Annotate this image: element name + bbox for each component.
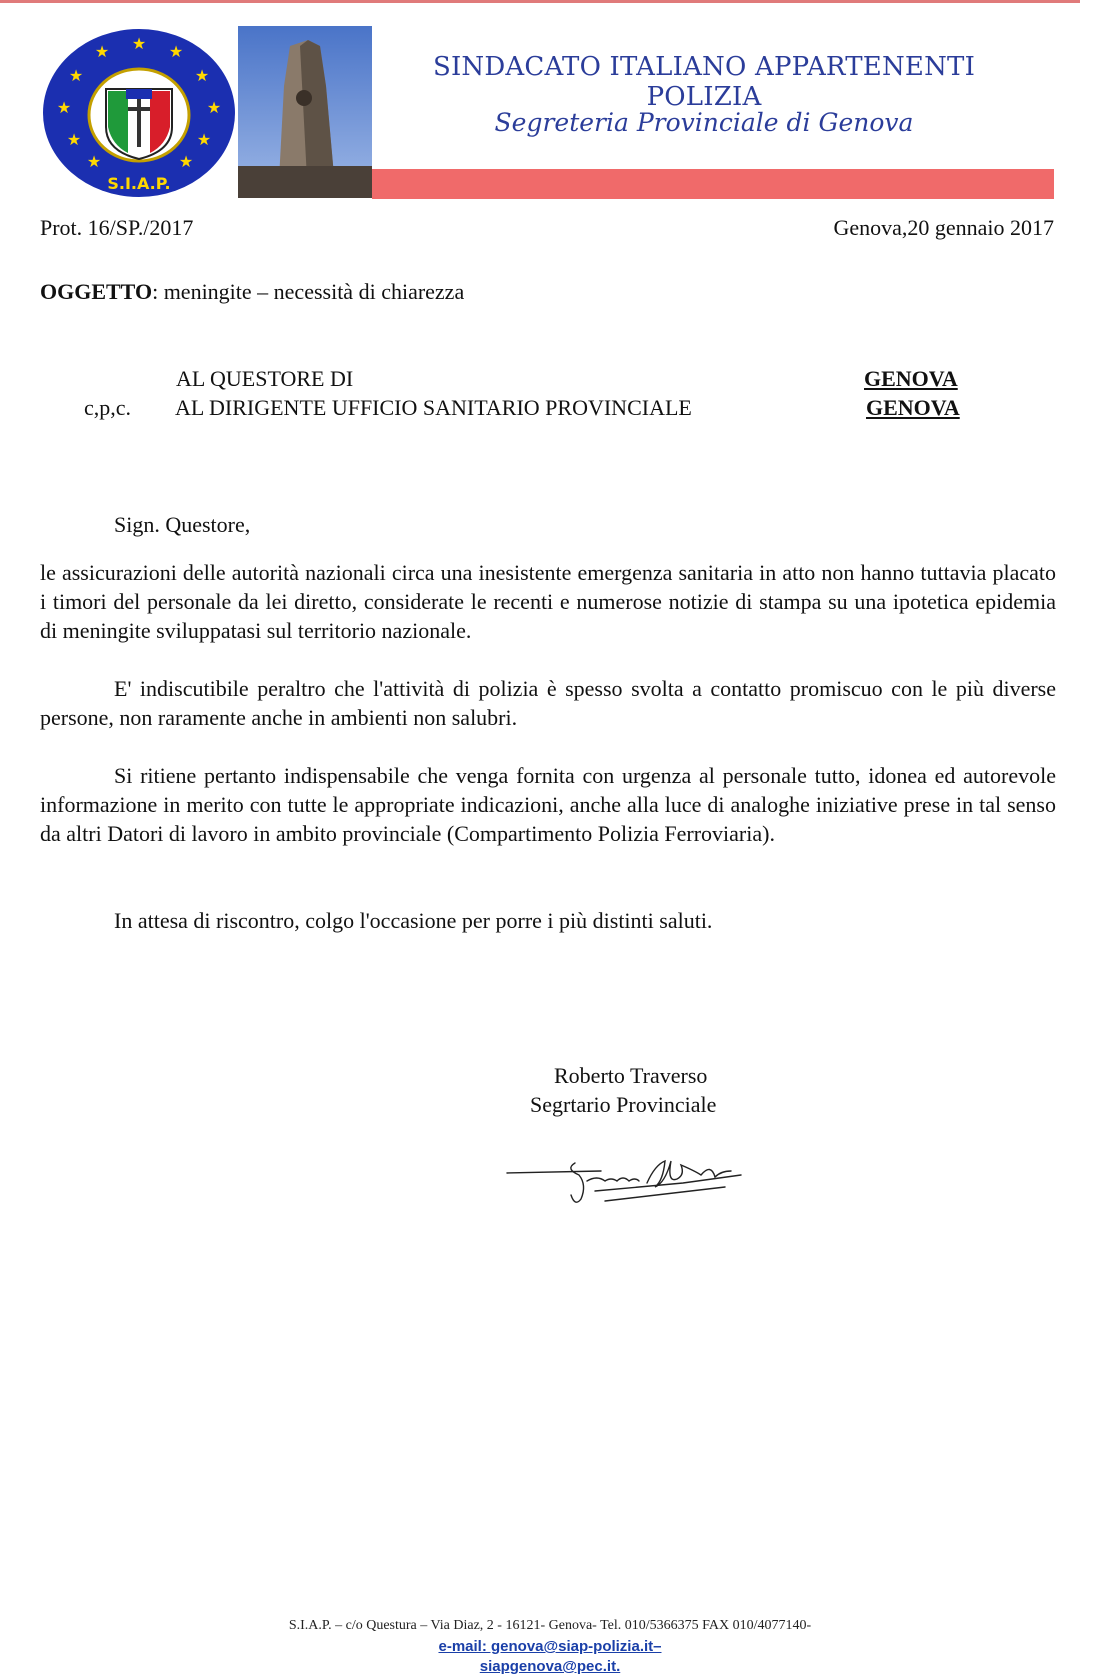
body-paragraph-1: le assicurazioni delle autorità nazionali circa una inesistente emergenza sanitaria in atto non hanno tuttavia placato i timori del personale da lei diretto, considerate le recenti e numerose notizie di stampa su una ipotetica epidemia di meningite sviluppatasi sul territorio nazionale.	[40, 560, 1056, 643]
cc-label: c,p,c.	[84, 395, 132, 420]
subject-text: : meningite – necessità di chiarezza	[152, 279, 465, 304]
signatory-role: Segrtario Provinciale	[530, 1092, 717, 1117]
top-border-line	[0, 0, 1080, 3]
svg-text:★: ★	[66, 130, 82, 149]
svg-text:★: ★	[196, 130, 212, 149]
salutation: Sign. Questore,	[114, 512, 251, 537]
organization-title: SINDACATO ITALIANO APPARTENENTI POLIZIA	[432, 52, 976, 112]
body-paragraph-4: In attesa di riscontro, colgo l'occasione per porre i più distinti saluti.	[114, 908, 713, 933]
body-paragraph-3: Si ritiene pertanto indispensabile che venga fornita con urgenza al personale tutto, idonea ed autorevole informazione in merito con tutte le appropriate indicazioni, anche alla luce di analoghe iniziative prese in tal senso da altri Datori di lavoro in ambito provinciale (Compartimento Polizia Ferroviaria).	[40, 763, 1056, 846]
recipient-main-city: GENOVA	[864, 366, 958, 391]
subject-label: OGGETTO	[40, 279, 153, 304]
footer-pec-link[interactable]: siapgenova@pec.it.	[479, 1658, 621, 1675]
svg-text:★: ★	[68, 66, 84, 85]
tower-photo	[238, 26, 372, 198]
footer-email-link[interactable]: e-mail: genova@siap-polizia.it–	[438, 1638, 662, 1655]
recipient-main: AL QUESTORE DI	[176, 366, 354, 391]
recipient-cc: AL DIRIGENTE UFFICIO SANITARIO PROVINCIALE	[175, 395, 692, 420]
logo-text: S.I.A.P.	[107, 174, 171, 193]
svg-text:★: ★	[94, 42, 110, 61]
footer-address: S.I.A.P. – c/o Questura – Via Diaz, 2 - 16121- Genova- Tel. 010/5366375 FAX 010/4077140-	[288, 1618, 812, 1633]
protocol-number: Prot. 16/SP./2017	[40, 215, 194, 240]
handwritten-signature	[505, 1135, 765, 1215]
svg-text:★: ★	[194, 66, 210, 85]
svg-text:★: ★	[168, 42, 184, 61]
recipient-cc-city: GENOVA	[866, 395, 960, 420]
subject-line	[40, 277, 464, 306]
svg-text:★: ★	[86, 152, 102, 171]
svg-text:★: ★	[56, 98, 72, 117]
svg-text:★: ★	[131, 34, 147, 53]
letter-date: Genova,20 gennaio 2017	[833, 215, 1054, 240]
svg-text:★: ★	[206, 98, 222, 117]
body-paragraph-2: E' indiscutibile peraltro che l'attività di polizia è spesso svolta a contatto promiscuo con le più diverse persone, non raramente anche in ambienti non salubri.	[40, 676, 1056, 730]
signatory-name: Roberto Traverso	[554, 1063, 708, 1088]
header-accent-bar	[372, 169, 1054, 199]
siap-logo	[40, 27, 238, 199]
svg-text:★: ★	[178, 152, 194, 171]
organization-subtitle: Segreteria Provinciale di Genova	[494, 108, 914, 137]
